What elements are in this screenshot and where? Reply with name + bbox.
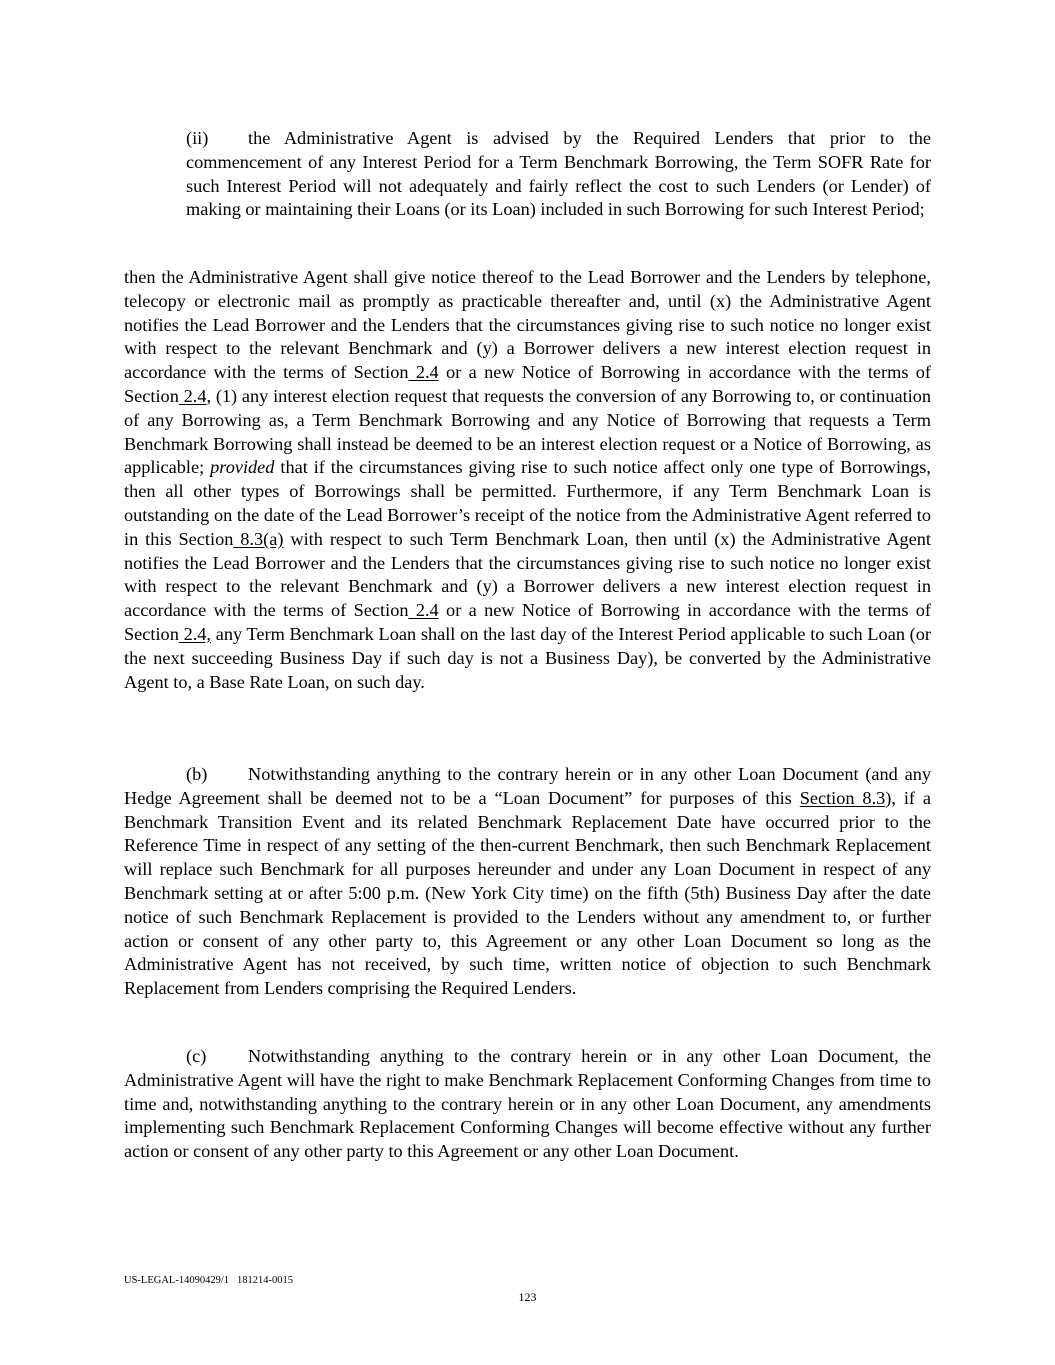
then-text-7: any Term Benchmark Loan shall on the last day of the Interest Period applicable to such Loan (or the next succeeding Business Day if such day is not a Business Day), be converted by the Administrative Agent to, a Base Rate Loan, on such day. <box>124 623 931 692</box>
enum-label-ii: (ii) <box>186 128 209 148</box>
paragraph-b <box>124 763 931 1001</box>
paragraph-b-text-1: Notwithstanding anything to the contrary herein or in any other Loan Document (and any Hedge Agreement shall be deemed not to be a “Loan Document” for purposes of this <box>124 764 931 808</box>
section-ref-2-4-a: 2.4 <box>408 362 439 383</box>
paragraph-ii <box>186 127 931 222</box>
then-text-6: or a new Notice of Borrowing in accordance with the terms of Section <box>124 600 932 644</box>
provided-italic: provided <box>210 457 275 478</box>
then-text-4: that if the circumstances giving rise to such notice affect only one type of Borrowings, then all other types of Borrowings shall be permitted. Furthermore, if any Term Benchmark Loan is outstanding on the date of the Lead Borrower’s receipt of the notice from the Administrative Agent referred to in this Section <box>124 457 931 549</box>
footer-doc-number: US-LEGAL-14090429/1 <box>124 1275 229 1286</box>
paragraph-c <box>124 1045 931 1164</box>
then-text-1: then the Administrative Agent shall give notice thereof to the Lead Borrower and the Lenders by telephone, telecopy or electronic mail as promptly as practicable thereafter and, until (x) the Administrative Agent notifies the Lead Borrower and the Lenders that the circumstances giving rise to such notice no longer exist with respect to the relevant Benchmark and (y) a Borrower delivers a new interest election request in accordance with the terms of Section <box>124 267 931 383</box>
enum-label-c: (c) <box>186 1046 207 1066</box>
enum-label-b: (b) <box>186 764 208 784</box>
paragraph-c-text: Notwithstanding anything to the contrary herein or in any other Loan Document, the Administrative Agent will have the right to make Benchmark Replacement Conforming Changes from time to time and, notwithstanding anything to the contrary herein or in any other Loan Document, any amendments implementing such Benchmark Replacement Conforming Changes will become effective without any further action or consent of any other party to this Agreement or any other Loan Document. <box>124 1046 931 1162</box>
section-ref-2-4-b: 2.4 <box>178 385 207 406</box>
section-ref-8-3: Section 8.3 <box>799 787 886 808</box>
section-ref-2-4-c: 2.4 <box>408 600 439 621</box>
paragraph-ii-text: the Administrative Agent is advised by the Required Lenders that prior to the commencement of any Interest Period for a Term Benchmark Borrowing, the Term SOFR Rate for such Interest Period will not adequately and fairly reflect the cost to such Lenders (or Lender) of making or maintaining their Loans (or its Loan) included in such Borrowing for such Interest Period; <box>186 128 931 220</box>
then-text-5: with respect to such Term Benchmark Loan, then until (x) the Administrative Agent notifies the Lead Borrower and the Lenders that the circumstances giving rise to such notice no longer exist with respect to the relevant Benchmark and (y) a Borrower delivers a new interest election request in accordance with the terms of Section <box>124 528 932 621</box>
paragraph-b-text-2: ), if a Benchmark Transition Event and its related Benchmark Replacement Date have occurred prior to the Reference Time in respect of any setting of the then-current Benchmark, then such Benchmark Replacement will replace such Benchmark for all purposes hereunder and under any Loan Document in respect of any Benchmark setting at or after 5:00 p.m. (New York City time) on the fifth (5th) Business Day after the date notice of such Benchmark Replacement is provided to the Lenders without any amendment to, or further action or consent of any other party to, this Agreement or any other Loan Document so long as the Administrative Agent has not received, by such time, written notice of objection to such Benchmark Replacement from Lenders comprising the Required Lenders. <box>124 787 931 999</box>
footer-doc-id <box>124 1275 293 1287</box>
section-ref-8-3-a: 8.3(a) <box>233 528 284 549</box>
then-text-3: , (1) any interest election request that requests the conversion of any Borrowing to, or continuation of any Borrowing as, a Term Benchmark Borrowing and any Notice of Borrowing that requests a Term Benchmark Borrowing shall instead be deemed to be an interest election request or a Notice of Borrowing, as applicable; <box>124 385 932 478</box>
page-number: 123 <box>518 1290 537 1304</box>
footer-matter-number: 181214-0015 <box>237 1275 293 1286</box>
section-ref-2-4-d: 2.4, <box>178 623 211 644</box>
then-text-2: or a new Notice of Borrowing in accordance with the terms of Section <box>124 362 932 406</box>
paragraph-then <box>124 266 931 694</box>
